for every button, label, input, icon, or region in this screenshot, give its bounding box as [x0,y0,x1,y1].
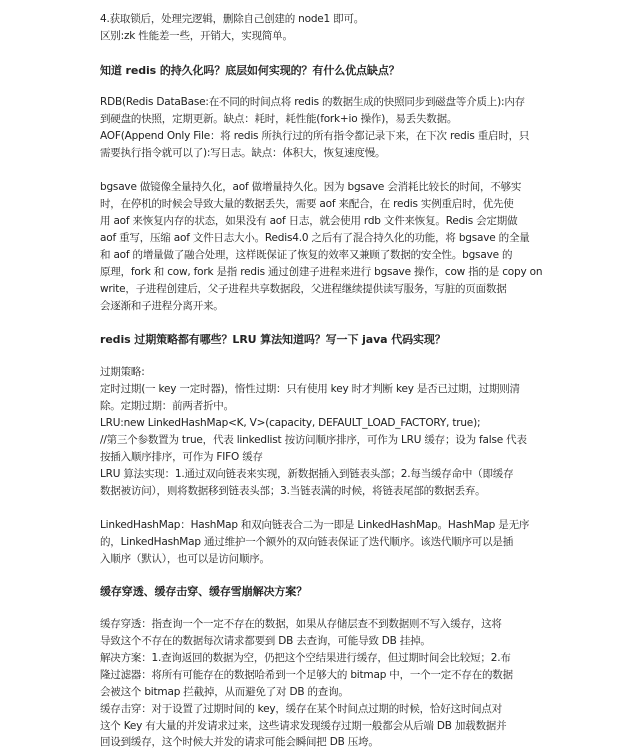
intro-line: 4.获取锁后，处理完逻辑，删除自己创建的 node1 即可。 [100,13,365,25]
intro-line: 区别:zk 性能差一些，开销大，实现简单。 [100,30,293,42]
paragraph-line: 这个 Key 有大量的并发请求过来，这些请求发现缓存过期一般都会从后端 DB 加载数据并 [100,720,507,732]
paragraph-line: 导致这个不存在的数据每次请求都要到 DB 去查询，可能导致 DB 挂掉。 [100,635,431,647]
paragraph-line: LinkedHashMap：HashMap 和双向链表合二为一即是 LinkedHashMap。HashMap 是无序 [100,519,530,531]
paragraph-line: 除。定期过期：前两者折中。 [100,400,234,412]
paragraph-line: 缓存穿透：指查询一个一定不存在的数据，如果从存储层查不到数据则不写入缓存，这将 [100,618,502,630]
paragraph-line: 原理，fork 和 cow, fork 是指 redis 通过创建子进程来进行 bgsave 操作，cow 指的是 copy on [100,266,543,278]
section-heading: 知道 redis 的持久化吗？底层如何实现的？有什么优点缺点？ [100,64,400,77]
paragraph-line: LRU 算法实现：1.通过双向链表来实现，新数据插入到链表头部；2.每当缓存命中（即缓存 [100,468,514,480]
paragraph-line: bgsave 做镜像全量持久化，aof 做增量持久化。因为 bgsave 会消耗比较长的时间，不够实 [100,181,522,193]
paragraph-line: 缓存击穿：对于设置了过期时间的 key，缓存在某个时间点过期的时候，恰好这时间点对 [100,703,503,715]
paragraph-line: 用 aof 来恢复内存的状态，如果没有 aof 日志，就会使用 rdb 文件来恢复。Redis 会定期做 [100,215,518,227]
paragraph-line: 解决方案：1.查询返回的数据为空，仍把这个空结果进行缓存，但过期时间会比较短；2.布 [100,652,511,664]
code-comment-line: 按插入顺序排序，可作为 FIFO 缓存 [100,451,263,463]
paragraph-line: 入顺序（默认），也可以是访问顺序。 [100,553,270,565]
paragraph-line: RDB(Redis DataBase:在不同的时间点将 redis 的数据生成的快照同步到磁盘等介质上):内存 [100,96,525,108]
paragraph-line: 会逐渐和子进程分离开来。 [100,300,224,312]
section-heading: redis 过期策略都有哪些？LRU 算法知道吗？写一下 java 代码实现？ [100,333,446,346]
paragraph-line: 会被这个 bitmap 拦截掉，从而避免了对 DB 的查询。 [100,686,349,698]
paragraph-line: 时，在停机的时候会导致大量的数据丢失，需要 aof 来配合，在 redis 实例重启时，优先使 [100,198,514,210]
paragraph-line: 的，LinkedHashMap 通过维护一个额外的双向链表保证了迭代顺序。该迭代顺序可以是插 [100,536,514,548]
paragraph-line: 定时过期(一 key 一定时器)，惰性过期：只有使用 key 时才判断 key 是否已过期，过期则清 [100,383,520,395]
paragraph-line: 过期策略: [100,366,145,378]
paragraph-line: 需要执行指令就可以了):写日志。缺点：体积大，恢复速度慢。 [100,147,386,159]
paragraph-line: 到硬盘的快照，定期更新。缺点：耗时，耗性能(fork+io 操作)，易丢失数据。 [100,113,458,125]
paragraph-line: 数据被访问），则将数据移到链表头部；3.当链表满的时候，将链表尾部的数据丢弃。 [100,485,486,497]
paragraph-line: 和 aof 的增量做了融合处理，这样既保证了恢复的效率又兼顾了数据的安全性。bgsave 的 [100,249,513,261]
code-comment-line: //第三个参数置为 true，代表 linkedlist 按访问顺序排序，可作为 LRU 缓存；设为 false 代表 [100,434,527,446]
paragraph-line: 隆过滤器：将所有可能存在的数据哈希到一个足够大的 bitmap 中，一个一定不存在的数据 [100,669,513,681]
paragraph-line: aof 重写，压缩 aof 文件日志大小。Redis4.0 之后有了混合持久化的功能，将 bgsave 的全量 [100,232,530,244]
paragraph-line: write，子进程创建后，父子进程共享数据段，父进程继续提供读写服务，写脏的页面数据 [100,283,507,295]
paragraph-line: AOF(Append Only File：将 redis 所执行过的所有指令都记录下来，在下次 redis 重启时，只 [100,130,530,142]
code-line: LRU:new LinkedHashMap<K, V>(capacity, DEFAULT_LOAD_FACTORY, true); [100,417,481,429]
paragraph-line: 回设到缓存，这个时候大并发的请求可能会瞬间把 DB 压垮。 [100,736,379,748]
section-heading: 缓存穿透、缓存击穿、缓存雪崩解决方案？ [100,585,308,598]
